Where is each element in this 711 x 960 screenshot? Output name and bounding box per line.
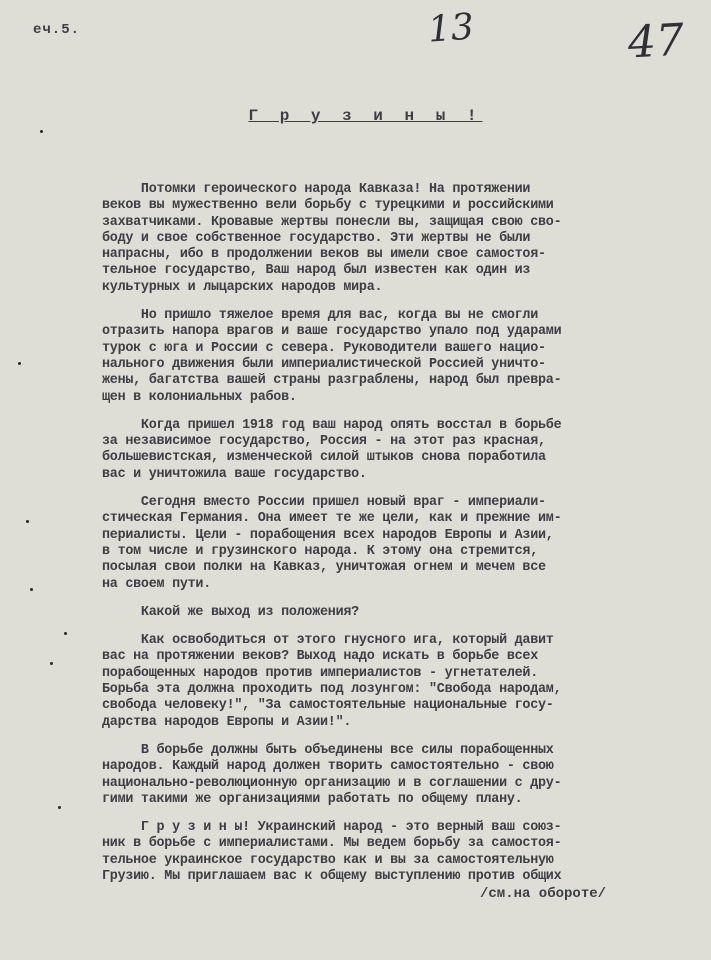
paper-speck [64,632,67,635]
text-line: тельное государство, Ваш народ был известен как один из [102,263,531,279]
handwritten-page-number: 13 [426,6,476,51]
paper-speck [18,362,21,365]
text-line: Борьба эта должна проходить под лозунгом: "Свобода народам, [102,682,562,698]
text-line: в том числе и грузинского народа. К этому она стремится, [102,543,538,559]
paragraph-4 [102,495,702,593]
text-line: Но пришло тяжелое время для вас, когда вы не смогли [102,308,538,324]
text-line: нального движения были империалистической Россией уничто- [102,356,546,372]
paragraph-6 [102,633,702,731]
text-line: веков вы мужественно вели борьбу с турецкими и российскими [102,198,554,214]
text-line: боду и свое собственное государство. Эти жертвы не были [102,230,531,246]
text-line: культурных и лыцарских народов мира. [102,279,383,295]
document-title: Г р у з и н ы ! [248,107,483,125]
text-line: тельное украинское государство как и вы за самостоятельную [102,852,554,868]
text-line: вас на протяжении веков? Выход надо искать в борьбе всех [102,649,538,665]
paper-speck [26,520,29,523]
text-line: Когда пришел 1918 год ваш народ опять восстал в борьбе [102,417,562,433]
paragraph-2 [102,308,702,406]
handwritten-folio-number: 47 [626,14,686,69]
text-line: стическая Германия. Она имеет те же цели, как и прежние им- [102,511,562,527]
text-line: Сегодня вместо России пришел новый враг - империали- [102,495,546,511]
text-line: гими такими же организациями работать по общему плану. [102,791,523,807]
paragraph-7 [102,743,702,808]
text-line: свобода человеку!", "За самостоятельные национальные госу- [102,698,554,714]
paragraph-8 [102,820,702,885]
paragraph-1 [102,182,702,296]
text-line: Г р у з и н ы! Украинский народ - это верный ваш союз- [102,820,562,836]
paper-speck [58,806,61,809]
paper-speck [50,662,53,665]
text-line: на своем пути. [102,576,211,592]
text-line: дарства народов Европы и Азии!". [102,714,352,730]
text-line: жены, багатства вашей страны разграблены, народ был превра- [102,373,562,389]
continued-on-reverse-note: /см.на обороте/ [480,886,607,902]
text-line: народов. Каждый народ должен творить самостоятельно - свою [102,759,554,775]
text-line: ник в борьбе с империалистами. Мы ведем борьбу за самостоя- [102,836,562,852]
paragraph-5 [102,605,702,621]
text-line: Потомки героического народа Кавказа! На протяжении [102,182,531,197]
text-line: национально-революционную организацию и в соглашении с дру- [102,775,562,791]
text-line: за независимое государство, Россия - на этот раз красная, [102,434,546,450]
text-line: В борьбе должны быть объединены все силы порабощенных [102,742,554,758]
text-line: напрасны, ибо в продолжении веков вы имели свое самостоя- [102,247,546,263]
document-body [102,182,702,897]
text-line: отразить напора врагов и ваше государство упало под ударами [102,324,562,340]
paper-speck [30,588,33,591]
text-line: вас и уничтожила ваше государство. [102,466,367,482]
text-line: порабощенных народов против империалистов - угнетателей. [102,665,538,681]
text-line: большевистская, изменческой силой штыков снова поработила [102,450,546,466]
text-line: щен в колониальных рабов. [102,389,297,405]
sheet-reference: еч.5. [33,22,81,38]
text-line: турок с юга и России с севера. Руководители вашего нацио- [102,340,546,356]
paragraph-3 [102,418,702,483]
text-line: захватчиками. Кровавые жертвы понесли вы, защищая свою сво- [102,214,562,230]
paper-speck [40,130,43,133]
text-line: Как освободиться от этого гнусного ига, который давит [102,633,554,649]
text-line: Грузию. Мы приглашаем вас к общему выступлению против общих [102,868,562,884]
text-line: периалисты. Цели - порабощения всех народов Европы и Азии, [102,527,554,543]
text-line: посылая свои полки на Кавказ, уничтожая огнем и мечем все [102,560,546,576]
text-line: Какой же выход из положения? [102,604,359,620]
